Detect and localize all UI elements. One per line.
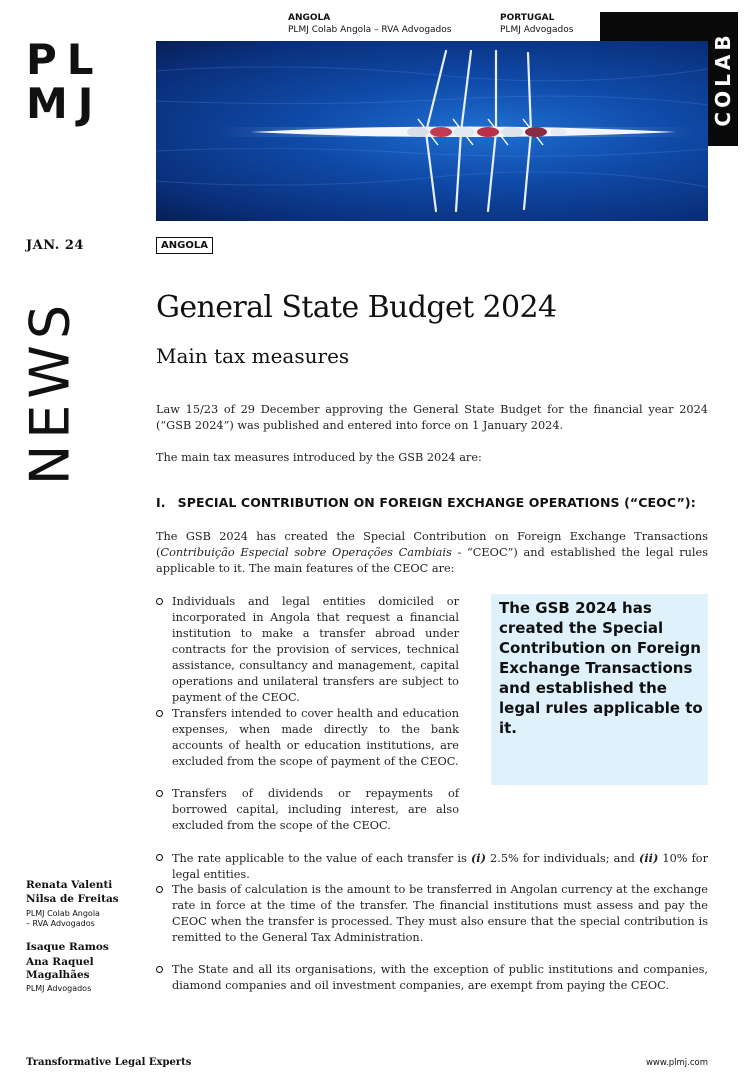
list-item-text: Transfers intended to cover health and education expenses, when made directly to the bank accounts of health or education institutions, are excluded from the scope of payment of the CEOC. — [172, 707, 459, 768]
page-title: General State Budget 2024 — [156, 290, 557, 325]
section-number: I. — [156, 495, 166, 510]
hero-image-rowing-boat — [156, 41, 708, 221]
logo-line-2: MJ — [26, 79, 104, 128]
list-item-text: The State and all its organisations, with the exception of public institutions and companies, diamond companies and oil investment companies, are exempt from paying the CEOC. — [172, 963, 708, 992]
section-heading — [156, 495, 696, 510]
lead-text: - “CEOC”) and established the legal rules applicable to it. The main features of the CEOC are: — [156, 546, 708, 575]
list-item-text: Individuals and legal entities domiciled or incorporated in Angola that request a financial institution to make a transfer abroad under contracts for the provision of services, technical assistance, consultancy and management, capital operations and unilateral transfers are subject to payment of the CEOC. — [172, 595, 459, 704]
plmj-logo — [26, 35, 116, 128]
office-name: PORTUGAL — [500, 13, 555, 23]
section-heading-text: SPECIAL CONTRIBUTION ON FOREIGN EXCHANGE OPERATIONS (“CEOC”): — [177, 495, 696, 510]
author-name: Isaque Ramos — [26, 941, 109, 953]
bullet-circle-icon — [156, 710, 163, 717]
office-firm: PLMJ Colab Angola – RVA Advogados — [288, 25, 452, 35]
page-subtitle: Main tax measures — [156, 344, 350, 368]
rowing-boat-illustration — [156, 41, 708, 221]
list-item-text: The basis of calculation is the amount to be transferred in Angolan currency at the exchange rate in force at the time of the transfer. The financial institutions must assess and pay the CEOC when the transfer is processed. They must also ensure that the special contribution is remitted to the General Tax Administration. — [172, 883, 708, 944]
colab-label — [708, 12, 738, 146]
bullet-circle-icon — [156, 598, 163, 605]
bullet-circle-icon — [156, 886, 163, 893]
author-firm: – RVA Advogados — [26, 919, 95, 928]
lead-italic-text: Contribuição Especial sobre Operações Cambiais — [160, 546, 452, 559]
news-section-label — [20, 294, 80, 490]
lead-text: The GSB 2024 has created the Special Contribution on Foreign Exchange Transactions ( — [156, 530, 708, 559]
list-item-text: Transfers of dividends or repayments of borrowed capital, including interest, are also excluded from the scope of the CEOC. — [172, 787, 459, 832]
section-lead-paragraph — [156, 529, 708, 577]
logo-line-1: PL — [26, 35, 104, 84]
author-group — [26, 878, 119, 929]
footer-tagline: Transformative Legal Experts — [26, 1057, 192, 1068]
pull-quote-callout — [491, 594, 708, 785]
list-item-text: The rate applicable to the value of each transfer is (i) 2.5% for individuals; and (ii) 10% for legal entities. — [172, 851, 709, 881]
bullet-circle-icon — [156, 966, 163, 973]
bullet-circle-icon — [156, 790, 163, 797]
author-name: Nilsa de Freitas — [26, 893, 119, 905]
office-angola — [288, 12, 451, 36]
country-tag: ANGOLA — [156, 237, 213, 254]
author-firm: PLMJ Colab Angola — [26, 909, 100, 918]
author-name: Magalhães — [26, 969, 90, 981]
bullet-circle-icon — [156, 854, 163, 861]
office-name: ANGOLA — [288, 13, 331, 23]
office-portugal — [500, 12, 573, 36]
intro-paragraph: Law 15/23 of 29 December approving the General State Budget for the financial year 2024 (“GSB 2024”) was published and entered into force on 1 January 2024. — [156, 403, 708, 432]
pull-quote-text: The GSB 2024 has created the Special Contribution on Foreign Exchange Transactions and established the legal rules applicable to it. — [499, 599, 703, 737]
news-label-text: NEWS — [18, 298, 82, 486]
issue-date: JAN. 24 — [26, 238, 84, 253]
intro-paragraph: The main tax measures introduced by the GSB 2024 are: — [156, 451, 482, 464]
office-firm: PLMJ Advogados — [500, 25, 574, 35]
author-group — [26, 940, 109, 994]
author-name: Ana Raquel — [26, 956, 94, 968]
colab-label-text: COLAB — [711, 31, 735, 127]
author-name: Renata Valenti — [26, 879, 113, 891]
author-firm: PLMJ Advogados — [26, 984, 92, 993]
footer-website-link[interactable]: www.plmj.com — [645, 1058, 708, 1068]
